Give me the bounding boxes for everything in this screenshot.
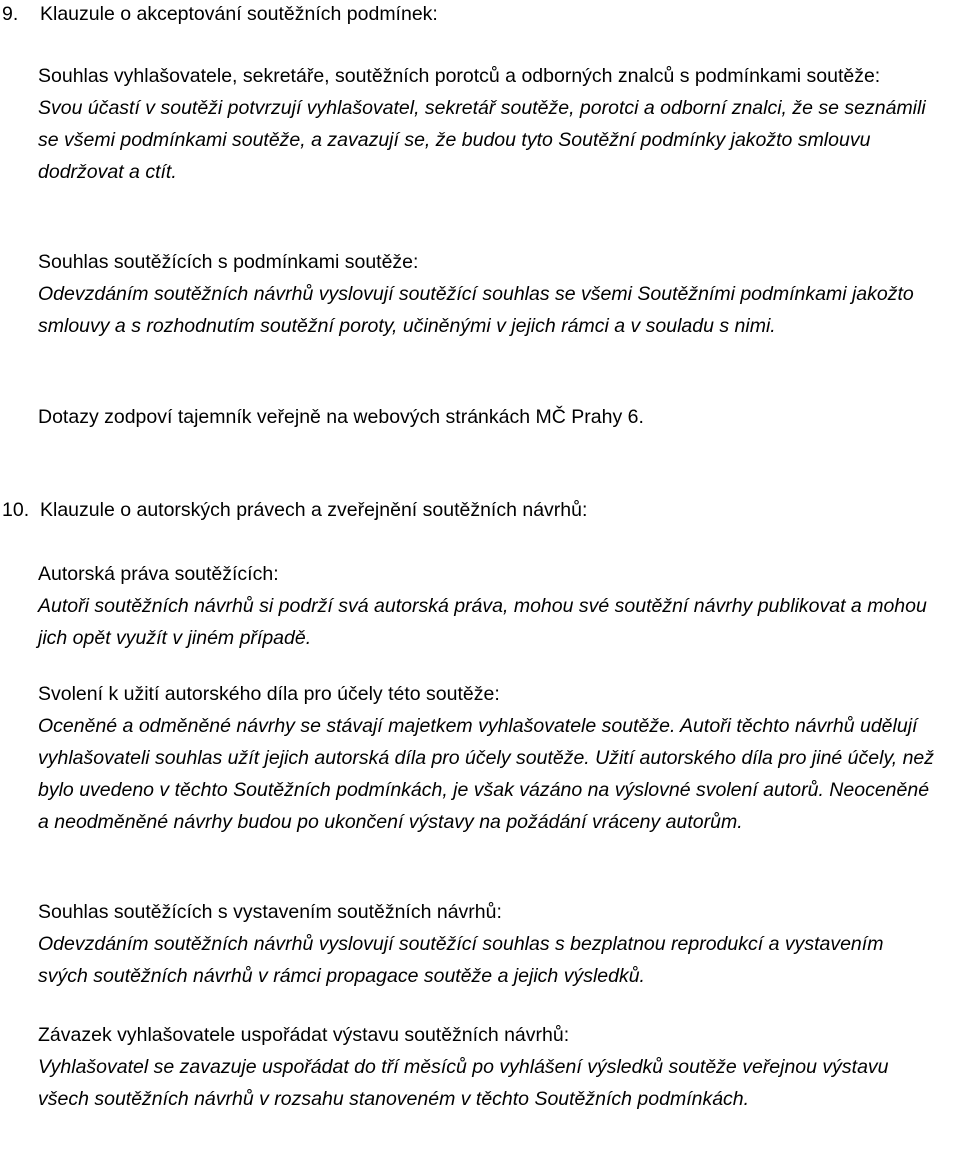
item-body: Oceněné a odměněné návrhy se stávají majetkem vyhlašovatele soutěže. Autoři těchto návrhů udělují vyhlašovateli souhlas užít jejich autorská díla pro účely soutěže. Užití autorského díla pro jiné účely, než bylo uvedeno v těchto Soutěžních podmínkách, je však vázáno na výslovné svolení autorů. Neoceněné a neodměněné návrhy budou po ukončení výstavy na požádání vráceny autorům. [38, 715, 935, 833]
item-body: Odevzdáním soutěžních návrhů vyslovují soutěžící souhlas se všemi Soutěžními podmínkami jakožto smlouvy a s rozhodnutím soutěžní poroty, učiněnými v jejich rámci a v souladu s nimi. [38, 283, 914, 337]
item-heading: Souhlas vyhlašovatele, sekretáře, soutěžních porotců a odborných znalců s podmínkami soutěže: [38, 65, 881, 87]
item-body: Vyhlašovatel se zavazuje uspořádat do tří měsíců po vyhlášení výsledků soutěže veřejnou výstavu všech soutěžních návrhů v rozsahu stanoveném v těchto Soutěžních podmínkách. [38, 1056, 889, 1110]
section-9-item-2 [38, 246, 938, 342]
section-title: Klauzule o akceptování soutěžních podmínek: [40, 3, 438, 25]
section-number: 10. [2, 499, 30, 521]
item-body: Odevzdáním soutěžních návrhů vyslovují soutěžící souhlas s bezplatnou reprodukcí a vystavením svých soutěžních návrhů v rámci propagace soutěže a jejich výsledků. [38, 933, 884, 987]
section-title: Klauzule o autorských právech a zveřejnění soutěžních návrhů: [40, 499, 588, 521]
section-10-item-4 [38, 1019, 938, 1115]
item-heading: Závazek vyhlašovatele uspořádat výstavu soutěžních návrhů: [38, 1024, 570, 1046]
item-heading: Autorská práva soutěžících: [38, 563, 279, 585]
item-body: Autoři soutěžních návrhů si podrží svá autorská práva, mohou své soutěžní návrhy publikovat a mohou jich opět využít v jiném případě. [38, 595, 927, 649]
note-text: Dotazy zodpoví tajemník veřejně na webových stránkách MČ Prahy 6. [38, 406, 644, 428]
section-9-heading [0, 0, 438, 30]
section-9-note [38, 401, 938, 433]
section-10-heading [0, 494, 587, 526]
section-10-item-2 [38, 678, 938, 838]
section-10-item-1 [38, 558, 938, 654]
item-heading: Souhlas soutěžících s vystavením soutěžních návrhů: [38, 901, 502, 923]
section-9-item-1 [38, 60, 938, 188]
section-10-item-3 [38, 896, 938, 992]
item-heading: Svolení k užití autorského díla pro účely této soutěže: [38, 683, 500, 705]
section-number: 9. [2, 3, 19, 25]
item-body: Svou účastí v soutěži potvrzují vyhlašovatel, sekretář soutěže, porotci a odborní znalci, že se seznámili se všemi podmínkami soutěže, a zavazují se, že budou tyto Soutěžní podmínky jakožto smlouvu dodržovat a ctít. [38, 97, 926, 183]
item-heading: Souhlas soutěžících s podmínkami soutěže: [38, 251, 419, 273]
